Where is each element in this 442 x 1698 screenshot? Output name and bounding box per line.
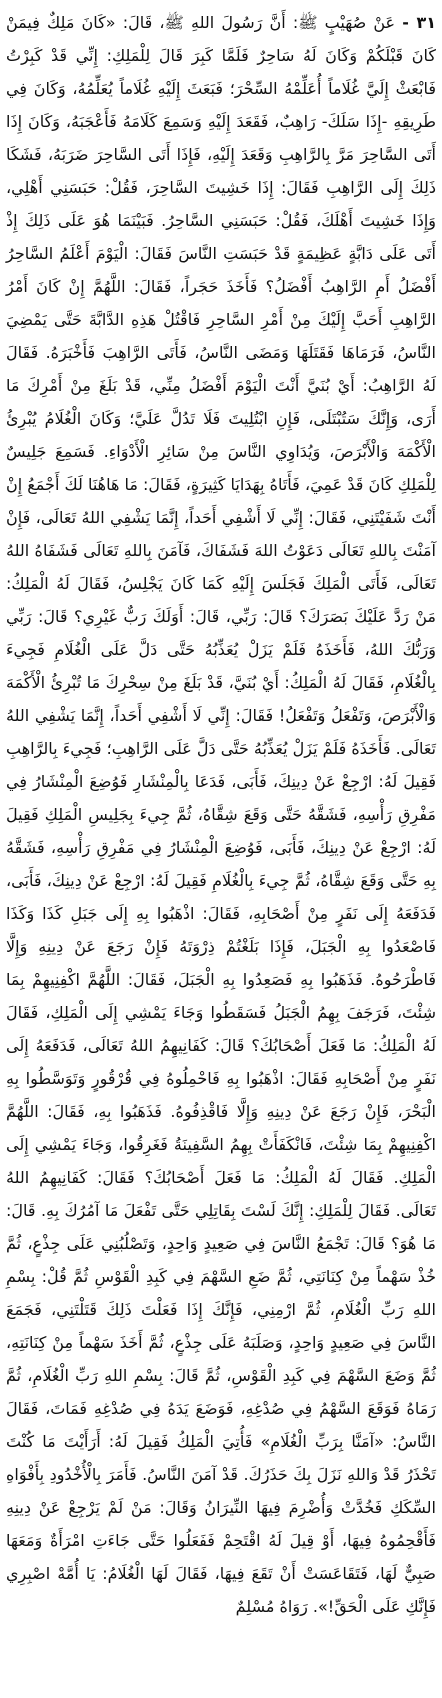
hadith-paragraph bbox=[6, 6, 436, 1623]
hadith-text: عَنْ صُهَيْبٍ ﷺ: أَنَّ رَسُولَ اللهِ ﷺ، قَالَ: «كَانَ مَلِكٌ فِيمَنْ كَانَ قَبْلَكُمْ وَكَانَ لَهُ سَاحِرٌ فَلَمَّا كَبِرَ قَالَ لِلْمَلِكِ: إِنِّي قَدْ كَبِرْتُ فَابْعَثْ إِلَيَّ غُلَاماً أُعَلِّمْهُ السِّحْرَ؛ فَبَعَثَ إِلَيْهِ غُلَاماً يُعَلِّمُهُ، وَكَانَ فِي طَرِيقِهِ -إِذَا سَلَكَ- رَاهِبٌ، فَقَعَدَ إِلَيْهِ وَسَمِعَ كَلَامَهُ فَأَعْجَبَهُ، وَكَانَ إِذَا أَتَى السَّاحِرَ مَرَّ بِالرَّاهِبِ وَقَعَدَ إِلَيْهِ، فَإِذَا أَتَى السَّاحِرَ ضَرَبَهُ، فَشَكَا ذَلِكَ إِلَى الرَّاهِبِ فَقَالَ: إِذَا خَشِيتَ السَّاحِرَ، فَقُلْ: حَبَسَنِي أَهْلِي، وَإِذَا خَشِيتَ أَهْلَكَ، فَقُلْ: حَبَسَنِي السَّاحِرُ. فَبَيْنَمَا هُوَ عَلَى ذَلِكَ إِذْ أَتَى عَلَى دَابَّةٍ عَظِيمَةٍ قَدْ حَبَسَتِ النَّاسَ فَقَالَ: الْيَوْمَ أَعْلَمُ السَّاحِرُ أَفْضَلُ أَمِ الرَّاهِبُ أَفْضَلُ؟ فَأَخَذَ حَجَراً، فَقَالَ: اللَّهُمَّ إِنْ كَانَ أَمْرُ الرَّاهِبِ أَحَبَّ إِلَيْكَ مِنْ أَمْرِ السَّاحِرِ فَاقْتُلْ هَذِهِ الدَّابَّةَ حَتَّى يَمْضِيَ النَّاسُ، فَرَمَاهَا فَقَتَلَهَا وَمَضَى النَّاسُ، فَأَتَى الرَّاهِبَ فَأَخْبَرَهُ. فَقَالَ لَهُ الرَّاهِبُ: أَيْ بُنَيَّ أَنْتَ الْيَوْمَ أَفْضَلُ مِنِّي، قَدْ بَلَغَ مِنْ أَمْرِكَ مَا أَرَى، وَإِنَّكَ سَتُبْتَلَى، فَإِنِ ابْتُلِيتَ فَلَا تَدُلَّ عَلَيَّ؛ وَكَانَ الْغُلَامُ يُبْرِئُ الْأَكْمَهَ وَالْأَبْرَصَ، وَيُدَاوِي النَّاسَ مِنْ سَائِرِ الْأَدْوَاءِ. فَسَمِعَ جَلِيسٌ لِلْمَلِكِ كَانَ قَدْ عَمِيَ، فَأَتَاهُ بِهَدَايَا كَثِيرَةٍ، فَقَالَ: مَا هَاهُنَا لَكَ أَجْمَعُ إِنْ أَنْتَ شَفَيْتَنِي، فَقَالَ: إِنِّي لَا أَشْفِي أَحَداً، إِنَّمَا يَشْفِي اللهُ تَعَالَى، فَإِنْ آمَنْتَ بِاللهِ تَعَالَى دَعَوْتُ اللهَ فَشَفَاكَ، فَآمَنَ بِاللهِ تَعَالَى فَشَفَاهُ اللهُ تَعَالَى، فَأَتَى الْمَلِكَ فَجَلَسَ إِلَيْهِ كَمَا كَانَ يَجْلِسُ، فَقَالَ لَهُ الْمَلِكُ: مَنْ رَدَّ عَلَيْكَ بَصَرَكَ؟ قَالَ: رَبِّي، قَالَ: أَوَلَكَ رَبٌّ غَيْرِي؟ قَالَ: رَبِّي وَرَبُّكَ اللهُ، فَأَخَذَهُ فَلَمْ يَزَلْ يُعَذِّبُهُ حَتَّى دَلَّ عَلَى الْغُلَامِ فَجِيءَ بِالْغُلَامِ، فَقَالَ لَهُ الْمَلِكُ: أَيْ بُنَيَّ، قَدْ بَلَغَ مِنْ سِحْرِكَ مَا تُبْرِئُ الْأَكْمَهَ وَالْأَبْرَصَ، وَتَفْعَلُ وَتَفْعَلُ! فَقَالَ: إِنِّي لَا أَشْفِي أَحَداً، إِنَّمَا يَشْفِي اللهُ تَعَالَى. فَأَخَذَهُ فَلَمْ يَزَلْ يُعَذِّبُهُ حَتَّى دَلَّ عَلَى الرَّاهِبِ؛ فَجِيءَ بِالرَّاهِبِ فَقِيلَ لَهُ: ارْجِعْ عَنْ دِينِكَ، فَأَبَى، فَدَعَا بِالْمِنْشَارِ فَوُضِعَ الْمِنْشَارُ فِي مَفْرِقِ رَأْسِهِ، فَشَقَّهُ حَتَّى وَقَعَ شِقَّاهُ، ثُمَّ جِيءَ بِجَلِيسِ الْمَلِكِ فَقِيلَ لَهُ: ارْجِعْ عَنْ دِينِكَ، فَأَبَى، فَوُضِعَ الْمِنْشَارُ فِي مَفْرِقِ رَأْسِهِ، فَشَقَّهُ بِهِ حَتَّى وَقَعَ شِقَّاهُ، ثُمَّ جِيءَ بِالْغُلَامِ فَقِيلَ لَهُ: ارْجِعْ عَنْ دِينِكَ، فَأَبَى، فَدَفَعَهُ إِلَى نَفَرٍ مِنْ أَصْحَابِهِ، فَقَالَ: اذْهَبُوا بِهِ إِلَى جَبَلِ كَذَا وَكَذَا فَاصْعَدُوا بِهِ الْجَبَلَ، فَإِذَا بَلَغْتُمْ ذِرْوَتَهُ فَإِنْ رَجَعَ عَنْ دِينِهِ وَإِلَّا فَاطْرَحُوهُ. فَذَهَبُوا بِهِ فَصَعِدُوا بِهِ الْجَبَلَ، فَقَالَ: اللَّهُمَّ اكْفِنِيهِمْ بِمَا شِئْتَ، فَرَجَفَ بِهِمُ الْجَبَلُ فَسَقَطُوا وَجَاءَ يَمْشِي إِلَى الْمَلِكِ، فَقَالَ لَهُ الْمَلِكُ: مَا فَعَلَ أَصْحَابُكَ؟ قَالَ: كَفَانِيهِمُ اللهُ تَعَالَى، فَدَفَعَهُ إِلَى نَفَرٍ مِنْ أَصْحَابِهِ فَقَالَ: اذْهَبُوا بِهِ فَاحْمِلُوهُ فِي قُرْقُورٍ وَتَوَسَّطُوا بِهِ الْبَحْرَ، فَإِنْ رَجَعَ عَنْ دِينِهِ وَإِلَّا فَاقْذِفُوهُ. فَذَهَبُوا بِهِ، فَقَالَ: اللَّهُمَّ اكْفِنِيهِمْ بِمَا شِئْتَ، فَانْكَفَأَتْ بِهِمُ السَّفِينَةُ فَغَرِقُوا، وَجَاءَ يَمْشِي إِلَى الْمَلِكِ. فَقَالَ لَهُ الْمَلِكُ: مَا فَعَلَ أَصْحَابُكَ؟ فَقَالَ: كَفَانِيهِمُ اللهُ تَعَالَى. فَقَالَ لِلْمَلِكِ: إِنَّكَ لَسْتَ بِقَاتِلِي حَتَّى تَفْعَلَ مَا آمُرُكَ بِهِ. قَالَ: مَا هُوَ؟ قَالَ: تَجْمَعُ النَّاسَ فِي صَعِيدٍ وَاحِدٍ، وَتَصْلُبُنِي عَلَى جِذْعٍ، ثُمَّ خُذْ سَهْماً مِنْ كِنَانَتِي، ثُمَّ ضَعِ السَّهْمَ فِي كَبِدِ الْقَوْسِ ثُمَّ قُلْ: بِسْمِ اللهِ رَبِّ الْغُلَامِ، ثُمَّ ارْمِنِي، فَإِنَّكَ إِذَا فَعَلْتَ ذَلِكَ قَتَلْتَنِي، فَجَمَعَ النَّاسَ فِي صَعِيدٍ وَاحِدٍ، وَصَلَبَهُ عَلَى جِذْعٍ، ثُمَّ أَخَذَ سَهْماً مِنْ كِنَانَتِهِ، ثُمَّ وَضَعَ السَّهْمَ فِي كَبِدِ الْقَوْسِ، ثُمَّ قَالَ: بِسْمِ اللهِ رَبِّ الْغُلَامِ، ثُمَّ رَمَاهُ فَوَقَعَ السَّهْمُ فِي صُدْغِهِ، فَوَضَعَ يَدَهُ فِي صُدْغِهِ فَمَاتَ، فَقَالَ النَّاسُ: «آمَنَّا بِرَبِّ الْغُلَامِ» فَأُتِيَ الْمَلِكُ فَقِيلَ لَهُ: أَرَأَيْتَ مَا كُنْتَ تَحْذَرُ قَدْ وَاللهِ نَزَلَ بِكَ حَذَرُكَ. قَدْ آمَنَ النَّاسُ. فَأَمَرَ بِالْأُخْدُودِ بِأَفْوَاهِ السِّكَكِ فَخُدَّتْ وَأُضْرِمَ فِيهَا النِّيرَانُ وَقَالَ: مَنْ لَمْ يَرْجِعْ عَنْ دِينِهِ فَأَقْحِمُوهُ فِيهَا، أَوْ قِيلَ لَهُ اقْتَحِمْ فَفَعَلُوا حَتَّى جَاءَتِ امْرَأَةٌ وَمَعَهَا صَبِيٌّ لَهَا، فَتَقَاعَسَتْ أَنْ تَقَعَ فِيهَا، فَقَالَ لَهَا الْغُلَامُ: يَا أُمَّهْ اصْبِرِي فَإِنَّكِ عَلَى الْحَقِّ!». bbox=[6, 13, 436, 1616]
hadith-source: رَوَاهُ مُسْلِمٌ bbox=[235, 1597, 308, 1616]
hadith-number: ٣١ - bbox=[402, 13, 436, 32]
